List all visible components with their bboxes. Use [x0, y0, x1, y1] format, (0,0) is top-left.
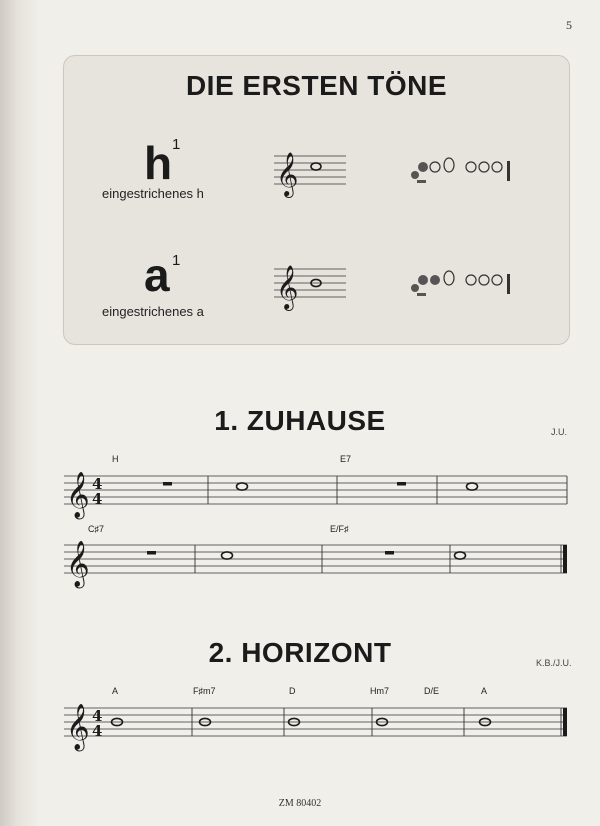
note-superscript-a: 1	[172, 252, 181, 269]
note-letter-a: a	[144, 249, 170, 301]
chord-label: D	[289, 686, 296, 696]
intro-box	[63, 55, 570, 345]
fingering-chart-a	[409, 264, 524, 304]
fingering-chart-h	[409, 151, 524, 191]
composer-horizont: K.B./J.U.	[536, 658, 572, 668]
note-superscript-h: 1	[172, 136, 181, 153]
whole-note	[222, 552, 233, 559]
staff-horizont	[64, 694, 569, 754]
time-signature-top: 4	[92, 707, 103, 725]
treble-clef-icon: 𝄞	[66, 704, 90, 750]
staff-zuhause-line-1	[64, 462, 569, 522]
staff-zuhause-line-2	[64, 531, 569, 591]
final-barline	[563, 708, 567, 736]
chord-label: E7	[340, 454, 352, 464]
chord-label: Hm7	[370, 686, 390, 696]
chord-label: A	[481, 686, 488, 696]
whole-rest	[147, 551, 156, 555]
staff-h1	[274, 146, 349, 196]
time-signature-bottom: 4	[92, 722, 103, 740]
note-description-h: eingestrichenes h	[102, 186, 204, 201]
chord-label: F♯m7	[193, 686, 216, 696]
intro-title: DIE ERSTEN TÖNE	[185, 70, 448, 101]
whole-rest	[163, 482, 172, 486]
final-barline	[563, 545, 567, 573]
whole-note	[237, 483, 248, 490]
chord-label: A	[112, 686, 119, 696]
whole-note	[467, 483, 478, 490]
composer-zuhause: J.U.	[551, 427, 568, 437]
treble-clef-icon: 𝄞	[66, 472, 90, 518]
note-letter-h: h	[144, 137, 173, 189]
whole-note-h	[311, 163, 321, 170]
time-signature-bottom: 4	[92, 490, 103, 508]
chord-label: C♯7	[88, 524, 105, 534]
footer-catalog-number: ZM 80402	[278, 798, 322, 809]
song-title-horizont: 2. HORIZONT	[208, 637, 392, 668]
page-number: 5	[566, 18, 572, 32]
treble-clef-icon: 𝄞	[276, 265, 299, 309]
whole-rest	[397, 482, 406, 486]
note-description-a: eingestrichenes a	[102, 304, 204, 319]
whole-note	[455, 552, 466, 559]
time-signature-top: 4	[92, 475, 103, 493]
chord-label: D/E	[424, 686, 440, 696]
staff-a1	[274, 259, 349, 309]
chord-label: H	[112, 454, 119, 464]
song-title-zuhause: 1. ZUHAUSE	[214, 405, 386, 436]
treble-clef-icon: 𝄞	[276, 152, 299, 196]
whole-rest	[385, 551, 394, 555]
treble-clef-icon: 𝄞	[66, 541, 90, 587]
chord-label: E/F♯	[330, 524, 349, 534]
